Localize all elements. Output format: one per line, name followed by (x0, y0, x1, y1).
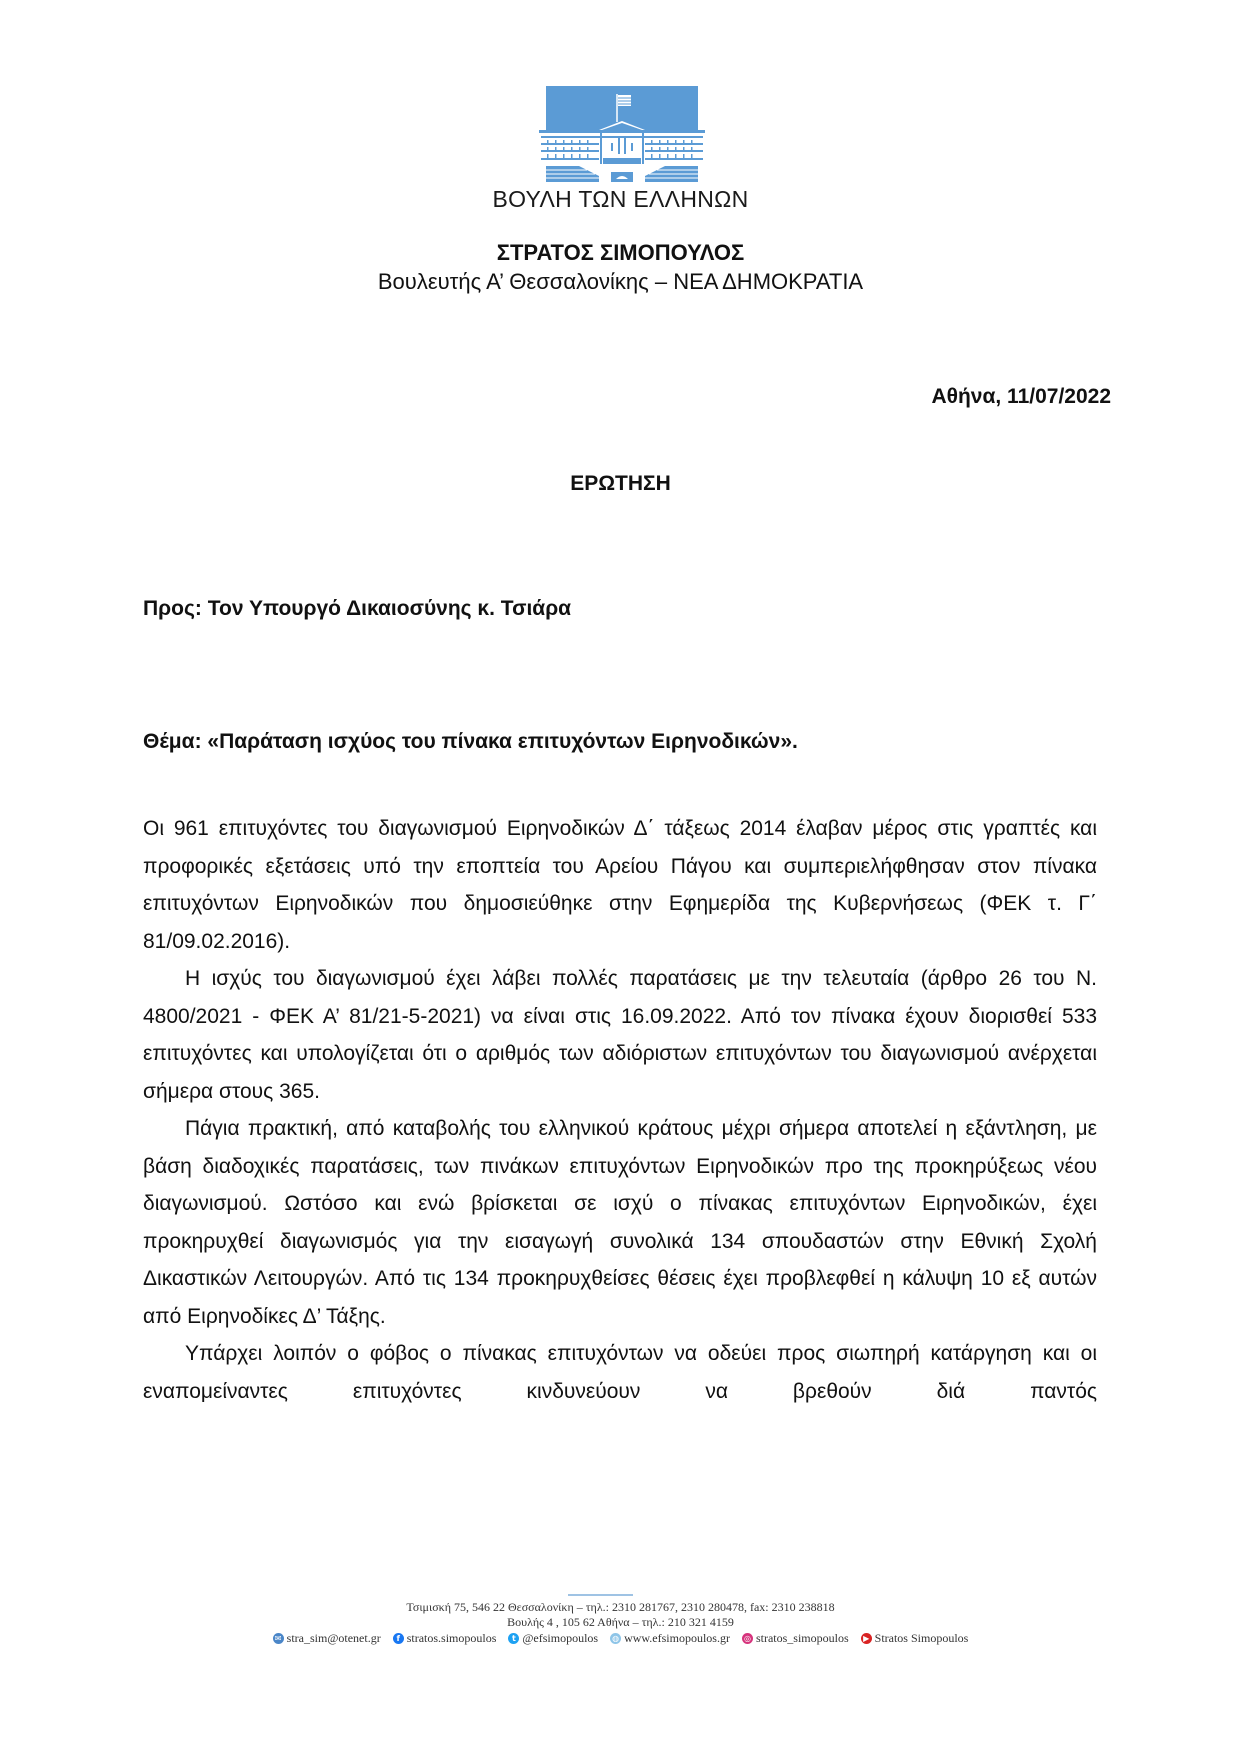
youtube-icon: ▶ (861, 1633, 872, 1644)
letterhead-footer (0, 1600, 1241, 1646)
parliament-name: ΒΟΥΛΗ ΤΩΝ ΕΛΛΗΝΩΝ (492, 186, 749, 212)
social-website[interactable] (610, 1631, 730, 1646)
social-twitter[interactable] (508, 1631, 598, 1646)
body-paragraph-2: Η ισχύς του διαγωνισμού έχει λάβει πολλές παρατάσεις με την τελευταία (άρθρο 26 του Ν. 4800/2021 - ΦΕΚ Α’ 81/21-5-2021) να είναι στις 16.09.2022. Από τον πίνακα έχουν διορισθεί 533 επιτυχόντες και υπολογίζεται ότι ο αριθμός των αδιόριστων επιτυχόντων του διαγωνισμού ανέρχεται σήμερα στους 365. (143, 967, 1097, 1103)
footer-divider (568, 1594, 633, 1596)
social-instagram-label: stratos_simopoulos (755, 1631, 849, 1645)
footer-social-links (0, 1631, 1241, 1646)
facebook-icon: f (393, 1633, 404, 1644)
document-date: Αθήνα, 11/07/2022 (931, 385, 1111, 408)
hellenic-parliament-logo-icon (539, 86, 705, 184)
twitter-icon: t (508, 1633, 519, 1644)
document-type-heading: ΕΡΩΤΗΣΗ (570, 472, 671, 495)
subject-line: Θέμα: «Παράταση ισχύος του πίνακα επιτυχόντων Ειρηνοδικών». (143, 730, 798, 753)
social-instagram[interactable] (742, 1631, 849, 1646)
globe-icon: ◍ (610, 1633, 621, 1644)
social-website-label: www.efsimopoulos.gr (624, 1631, 730, 1645)
social-youtube-label: Stratos Simopoulos (874, 1631, 969, 1645)
body-paragraph-4: Υπάρχει λοιπόν ο φόβος ο πίνακας επιτυχόντων να οδεύει προς σιωπηρή κατάργηση και οι εναπομείναντες επιτυχόντες κινδυνεύουν να βρεθούν διά παντός (143, 1342, 1097, 1403)
footer-address-thessaloniki: Τσιμισκή 75, 546 22 Θεσσαλονίκη – τηλ.: 2310 281767, 2310 280478, fax: 2310 238818 (406, 1600, 835, 1614)
social-email-label: stra_sim@otenet.gr (286, 1631, 381, 1645)
social-facebook-label: stratos.simopoulos (406, 1631, 497, 1645)
document-body (143, 810, 1097, 1410)
mp-role: Βουλευτής Α’ Θεσσαλονίκης – ΝΕΑ ΔΗΜΟΚΡΑΤΙΑ (377, 269, 864, 294)
instagram-icon: ◎ (742, 1633, 753, 1644)
social-email[interactable] (273, 1631, 381, 1646)
social-youtube[interactable] (861, 1631, 969, 1646)
body-paragraph-1: Οι 961 επιτυχόντες του διαγωνισμού Ειρηνοδικών Δ΄ τάξεως 2014 έλαβαν μέρος στις γραπτές και προφορικές εξετάσεις υπό την εποπτεία του Αρείου Πάγου και συμπεριελήφθησαν στον πίνακα επιτυχόντων Ειρηνοδικών που δημοσιεύθηκε στην Εφημερίδα της Κυβερνήσεως (ΦΕΚ τ. Γ΄ 81/09.02.2016). (143, 817, 1097, 953)
footer-address-athens: Βουλής 4 , 105 62 Αθήνα – τηλ.: 210 321 4159 (507, 1615, 734, 1629)
recipient-line: Προς: Τον Υπουργό Δικαιοσύνης κ. Τσιάρα (143, 597, 572, 620)
body-paragraph-3: Πάγια πρακτική, από καταβολής του ελληνικού κράτους μέχρι σήμερα αποτελεί η εξάντληση, με βάση διαδοχικές παρατάσεις, των πινάκων επιτυχόντων Ειρηνοδικών προ της προκηρύξεως νέου διαγωνισμού. Ωστόσο και ενώ βρίσκεται σε ισχύ ο πίνακας επιτυχόντων Ειρηνοδικών, έχει προκηρυχθεί διαγωνισμός για την εισαγωγή συνολικά 134 σπουδαστών στην Εθνική Σχολή Δικαστικών Λειτουργών. Από τις 134 προκηρυχθείσες θέσεις έχει προβλεφθεί η κάλυψη 10 εξ αυτών από Ειρηνοδίκες Δ’ Τάξης. (143, 1117, 1097, 1328)
mp-name: ΣΤΡΑΤΟΣ ΣΙΜΟΠΟΥΛΟΣ (496, 240, 745, 265)
social-facebook[interactable] (393, 1631, 497, 1646)
email-icon: ✉ (273, 1633, 284, 1644)
social-twitter-label: @efsimopoulos (522, 1631, 599, 1645)
